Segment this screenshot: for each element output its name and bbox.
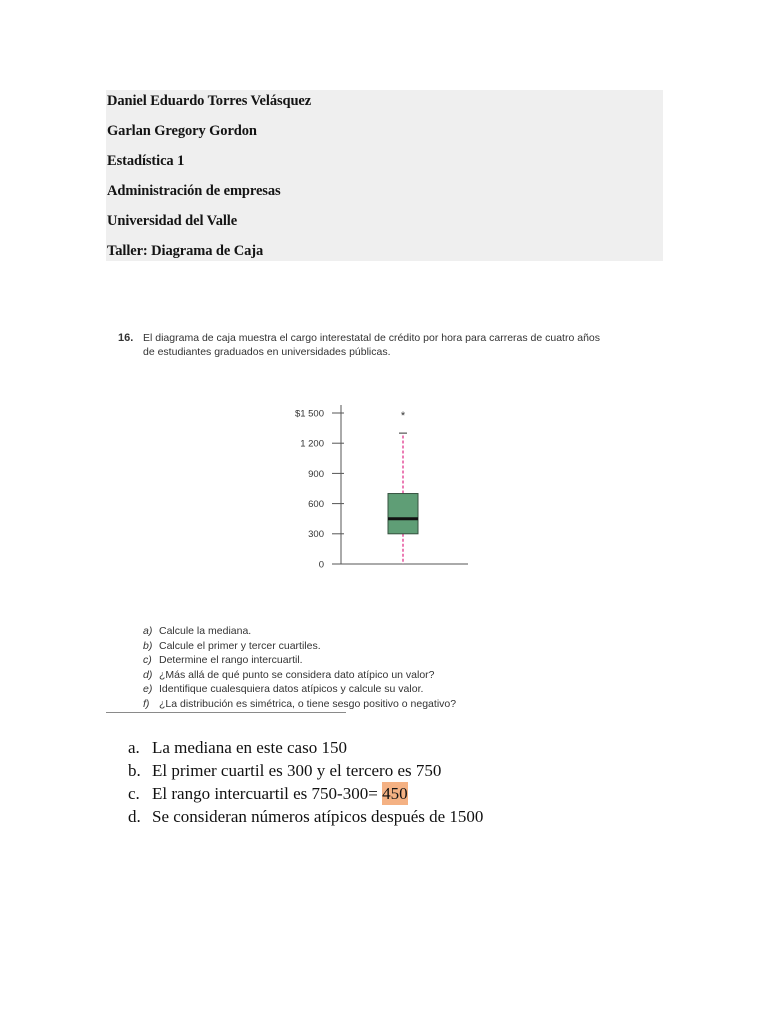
answer-item-b: [128, 759, 483, 782]
program-name: Administración de empresas: [107, 183, 281, 199]
question-letter: a): [143, 625, 153, 637]
problem-statement: [118, 331, 678, 359]
question-text: ¿Más allá de qué punto se considera dato atípico un valor?: [159, 668, 435, 681]
problem-text-line-1: El diagrama de caja muestra el cargo interestatal de crédito por hora para carreras de cuatro años: [143, 332, 600, 344]
problem-text-line-2: de estudiantes graduados en universidades públicas.: [143, 346, 391, 358]
question-letter: b): [143, 639, 153, 652]
outlier-marker: *: [400, 410, 406, 422]
answer-text: El rango intercuartil es 750-300=: [152, 784, 383, 803]
question-item-e: [143, 682, 456, 697]
y-tick-label: 0: [318, 559, 324, 571]
box-plot-chart: [290, 400, 480, 575]
question-list: [143, 624, 456, 712]
y-tick-label: 1 200: [300, 438, 324, 450]
header-info-block: [106, 90, 663, 261]
question-item-d: [143, 668, 456, 683]
student-name-1: Daniel Eduardo Torres Velásquez: [107, 93, 312, 109]
question-text: Calcule el primer y tercer cuartiles.: [159, 639, 321, 652]
highlighted-answer-value: 450: [382, 784, 408, 803]
course-name: Estadística 1: [107, 153, 185, 169]
answer-list: [128, 736, 483, 828]
answer-marker: a.: [128, 738, 140, 757]
question-item-b: [143, 639, 456, 654]
question-item-f: [143, 697, 456, 712]
question-letter: c): [143, 654, 152, 667]
y-tick-label: 900: [308, 468, 324, 480]
question-text: ¿La distribución es simétrica, o tiene sesgo positivo o negativo?: [159, 697, 457, 710]
separator-line: [106, 712, 346, 713]
answer-item-d: [128, 805, 483, 828]
question-item-a: [143, 624, 456, 639]
y-tick-label: $1 500: [294, 408, 324, 420]
question-text: Identifique cualesquiera datos atípicos y calcule su valor.: [159, 683, 424, 696]
answer-item-a: [128, 736, 483, 759]
answer-text: El primer cuartil es 300 y el tercero es 750: [152, 761, 442, 780]
student-name-2: Garlan Gregory Gordon: [107, 123, 257, 139]
question-text: Determine el rango intercuartil.: [159, 654, 303, 667]
question-item-c: [143, 653, 456, 668]
y-tick-label: 300: [308, 529, 324, 541]
question-text: Calcule la mediana.: [159, 625, 252, 637]
question-letter: f): [143, 697, 150, 710]
answer-text: La mediana en este caso 150: [152, 738, 347, 757]
university-name: Universidad del Valle: [107, 213, 238, 229]
answer-marker: c.: [128, 784, 140, 803]
answer-marker: b.: [128, 761, 141, 780]
answer-marker: d.: [128, 807, 141, 826]
assignment-title: Taller: Diagrama de Caja: [107, 243, 264, 259]
answer-item-c: [128, 782, 483, 805]
interquartile-box: [388, 494, 418, 534]
problem-number: 16.: [118, 332, 134, 344]
question-letter: e): [143, 683, 153, 696]
y-tick-label: 600: [308, 499, 324, 510]
question-letter: d): [143, 668, 153, 681]
answer-text: Se consideran números atípicos después de 1500: [152, 807, 484, 826]
